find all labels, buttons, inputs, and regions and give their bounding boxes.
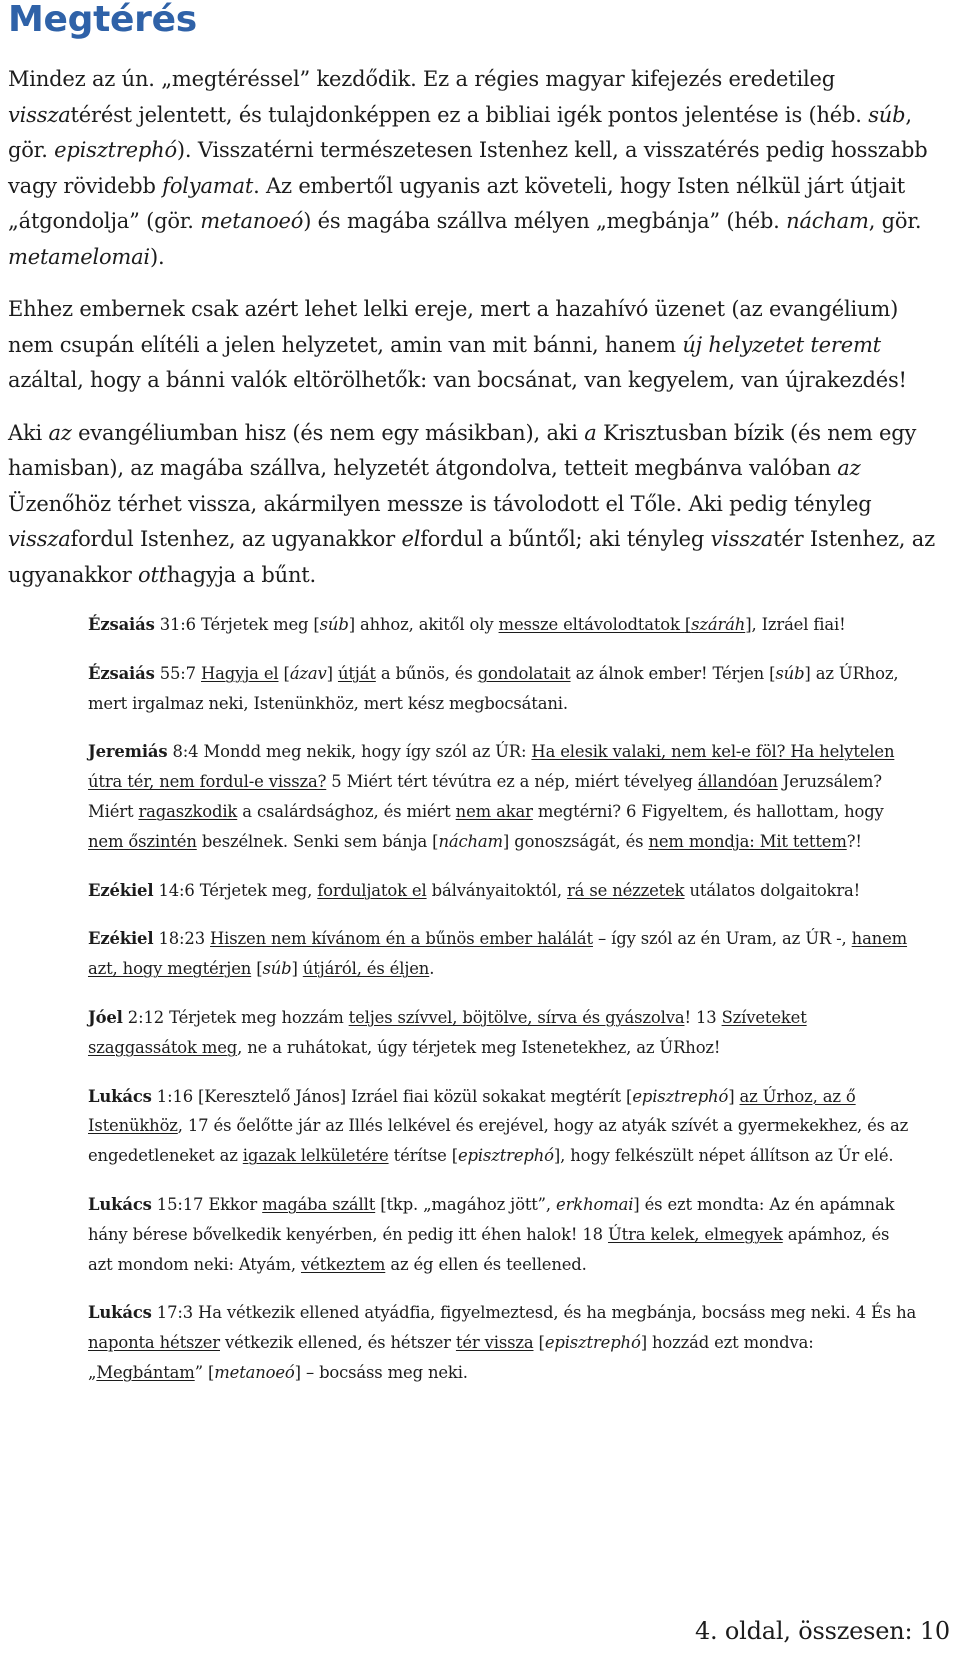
quote-book: Jóel [88, 1007, 123, 1027]
quote-book: Lukács [88, 1086, 152, 1106]
quote-ezsaias-55-7: Ézsaiás 55:7 Hagyja el [ázav] útját a bűnös, és gondolatait az álnok ember! Térjen [súb] az ÚRhoz, mert irgalmaz neki, Istenünkhöz, mert kész megbocsátani. [88, 663, 899, 713]
quote-lukacs-1-16: Lukács 1:16 [Keresztelő János] Izráel fiai közül sokakat megtérít [episztrephó] az Úrhoz, az ő Istenükhöz, 17 és őelőtte jár az Illés lelkével és erejével, hogy az atyák szívét a gyermekekhez, és az engedetleneket az igazak lelkületére térítse [episztrephó], hogy felkészült népet állítson az Úr elé. [88, 1086, 909, 1166]
main-text [8, 62, 936, 593]
paragraph-1: Mindez az ún. „megtéréssel” kezdődik. Ez a régies magyar kifejezés eredetileg visszatérést jelentett, és tulajdonképpen ez a bibliai igék pontos jelentése is (héb. súb, gör. episztrephó). Visszatérni természetesen Istenhez kell, a visszatérés pedig hosszabb vagy rövidebb folyamat. Az embertől ugyanis azt követeli, hogy Isten nélkül járt útjait „átgondolja” (gör. metanoeó) és magába szállva mélyen „megbánja” (héb. nácham, gör. metamelomai). [8, 67, 928, 269]
quote-lukacs-15-17: Lukács 15:17 Ekkor magába szállt [tkp. „magához jött”, erkhomai] és ezt mondta: Az én apámnak hány bérese bővelkedik kenyérben, én pedig itt éhen halok! 18 Útra kelek, elmegyek apámhoz, és azt mondom neki: Atyám, vétkeztem az ég ellen és teellened. [88, 1194, 895, 1274]
paragraph-2: Ehhez embernek csak azért lehet lelki ereje, mert a hazahívó üzenet (az evangélium) nem csupán elítéli a jelen helyzetet, amin van mit bánni, hanem új helyzetet teremt azáltal, hogy a bánni valók eltörölhetők: van bocsánat, van kegyelem, van újrakezdés! [8, 297, 907, 392]
quote-jeremias-8-4: Jeremiás 8:4 Mondd meg nekik, hogy így szól az ÚR: Ha elesik valaki, nem kel-e föl? Ha helytelen útra tér, nem fordul-e vissza? 5 Miért tért tévútra ez a nép, miért tévelyeg állandóan Jeruzsálem? Miért ragaszkodik a csalárdsághoz, és miért nem akar megtérni? 6 Figyeltem, és hallottam, hogy nem őszintén beszélnek. Senki sem bánja [nácham] gonoszságát, és nem mondja: Mit tettem?! [88, 742, 895, 851]
quote-ezsaias-31-6: Ézsaiás 31:6 Térjetek meg [súb] ahhoz, akitől oly messze eltávolodtatok [száráh], Izráel fiai! [88, 615, 846, 634]
quote-book: Ézsaiás [88, 615, 155, 634]
page-title: Megtérés [8, 0, 197, 40]
page-counter: 4. oldal, összesen: 10 [694, 1617, 950, 1645]
quote-lukacs-17-3: Lukács 17:3 Ha vétkezik ellened atyádfia, figyelmeztesd, és ha megbánja, bocsáss meg neki. 4 És ha naponta hétszer vétkezik ellened, és hétszer tér vissza [episztrephó] hozzád ezt mondva: „Megbántam” [metanoeó] – bocsáss meg neki. [88, 1303, 917, 1382]
paragraph-3: Aki az evangéliumban hisz (és nem egy másikban), aki a Krisztusban bízik (és nem egy hamisban), az magába szállva, helyzetét átgondolva, tetteit megbánva valóban az Üzenőhöz térhet vissza, akármilyen messze is távolodott el Tőle. Aki pedig tényleg visszafordul Istenhez, az ugyanakkor elfordul a bűntől; aki tényleg visszatér Istenhez, az ugyanakkor otthagyja a bűnt. [8, 420, 935, 587]
quote-ezekiel-18-23: Ezékiel 18:23 Hiszen nem kívánom én a bűnös ember halálát – így szól az én Uram, az ÚR -, hanem azt, hogy megtérjen [súb] útjáról, és éljen. [88, 929, 908, 979]
quote-ezekiel-14-6: Ezékiel 14:6 Térjetek meg, forduljatok el bálványaitoktól, rá se nézzetek utálatos dolgaitokra! [88, 880, 861, 900]
quote-joel-2-12: Jóel 2:12 Térjetek meg hozzám teljes szívvel, böjtölve, sírva és gyászolva! 13 Szíveteket szaggassátok meg, ne a ruhátokat, úgy térjetek meg Istenetekhez, az ÚRhoz! [88, 1007, 807, 1057]
quote-book: Lukács [88, 1303, 152, 1323]
bible-quotes [8, 610, 936, 1388]
quote-book: Jeremiás [88, 742, 168, 762]
quote-book: Lukács [88, 1194, 152, 1214]
quote-book: Ezékiel [88, 880, 154, 900]
quote-book: Ézsaiás [88, 663, 155, 683]
quote-book: Ezékiel [88, 929, 154, 949]
